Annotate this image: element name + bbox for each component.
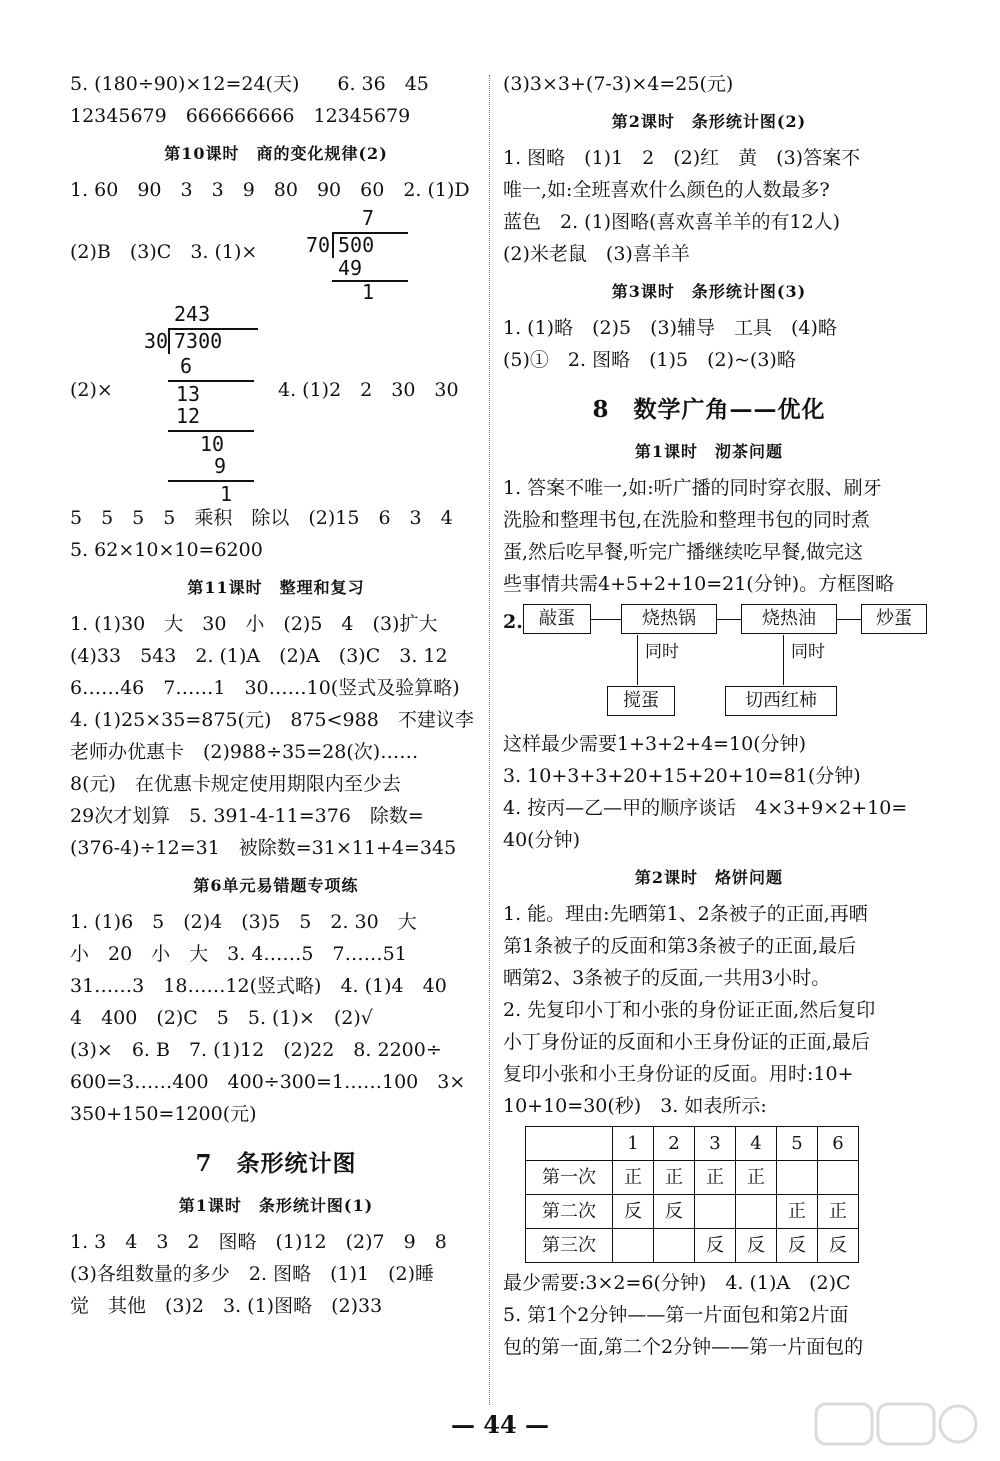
division-bracket <box>168 328 170 354</box>
table-cell: 反 <box>818 1229 859 1263</box>
flow-box-cut-tomato: 切西红柿 <box>725 686 837 716</box>
table-cell: 1 <box>613 1127 654 1161</box>
watermark-logo-icon <box>812 1400 982 1456</box>
table-cell <box>695 1195 736 1229</box>
answer-line: 1. 60 90 3 3 9 80 90 60 2. (1)D <box>70 179 470 201</box>
answer-line: 2. 先复印小丁和小张的身份证正面,然后复印 <box>503 999 876 1021</box>
table-cell: 正 <box>736 1161 777 1195</box>
answer-line: 1. 能。理由:先晒第1、2条被子的正面,再晒 <box>503 903 868 925</box>
lesson-heading: 第1课时 沏茶问题 <box>634 442 784 461</box>
answer-line: 些事情共需4+5+2+10=21(分钟)。方框图略 <box>503 573 895 595</box>
answer-line: 包的第一面,第二个2分钟——第一片面包的 <box>503 1336 864 1358</box>
answer-line: (2)米老鼠 (3)喜羊羊 <box>503 243 690 265</box>
table-cell: 反 <box>654 1195 695 1229</box>
division-quotient: 7 <box>362 206 375 230</box>
answer-line: 1. (1)30 大 30 小 (2)5 4 (3)扩大 <box>70 613 438 635</box>
table-cell: 3 <box>695 1127 736 1161</box>
answer-line: 这样最少需要1+3+2+4=10(分钟) <box>503 733 807 755</box>
lesson-heading: 第6单元易错题专项练 <box>193 876 359 895</box>
lesson-heading: 第10课时 商的变化规律(2) <box>164 144 388 163</box>
division-bracket <box>332 232 334 258</box>
answer-line: (2)× <box>70 379 113 401</box>
answer-line: 4 400 (2)C 5 5. (1)× (2)√ <box>70 1007 373 1029</box>
division-product: 49 <box>338 256 363 280</box>
answer-line: (3)3×3+(7-3)×4=25(元) <box>503 73 734 95</box>
answer-line: 晒第2、3条被子的反面,一共用3小时。 <box>503 967 831 989</box>
table-cell: 反 <box>695 1229 736 1263</box>
answer-line: 小 20 小 大 3. 4……5 7……51 <box>70 943 407 965</box>
answer-line: 觉 其他 (3)2 3. (1)图略 (2)33 <box>70 1295 383 1317</box>
flowchart <box>503 602 915 722</box>
answer-line: 40(分钟) <box>503 829 581 851</box>
flow-arrow <box>717 619 741 620</box>
flow-box-crack-egg: 敲蛋 <box>523 604 591 634</box>
division-dividend: 500 <box>338 233 375 257</box>
division-step: 6 <box>180 354 193 378</box>
table-cell: 正 <box>818 1195 859 1229</box>
table-cell: 反 <box>613 1195 654 1229</box>
answer-line: 1. 3 4 3 2 图略 (1)12 (2)7 9 8 <box>70 1231 447 1253</box>
answer-line: 350+150=1200(元) <box>70 1103 257 1125</box>
answer-line: (3)各组数量的多少 2. 图略 (1)1 (2)睡 <box>70 1263 434 1285</box>
answer-line: 5. (180÷90)×12=24(天) 6. 36 45 <box>70 73 429 95</box>
flow-connector <box>783 635 784 685</box>
division-step: 10 <box>200 432 225 456</box>
answer-line: 复印小张和小王身份证的反面。用时:10+ <box>503 1063 854 1085</box>
column-divider <box>489 75 490 1405</box>
division-divisor: 70 <box>306 233 331 257</box>
answer-line: 老师办优惠卡 (2)988÷35=28(次)…… <box>70 741 419 763</box>
table-cell: 反 <box>777 1229 818 1263</box>
answer-line: 31……3 18……12(竖式略) 4. (1)4 40 <box>70 975 447 997</box>
division-step: 13 <box>176 382 201 406</box>
answer-line: 600=3……400 400÷300=1……100 3× <box>70 1071 466 1093</box>
table-cell: 正 <box>695 1161 736 1195</box>
long-division-1 <box>70 206 482 302</box>
answer-line: 5 5 5 5 乘积 除以 (2)15 6 3 4 <box>70 507 453 529</box>
table-cell: 正 <box>654 1161 695 1195</box>
answer-line: 唯一,如:全班喜欢什么颜色的人数最多? <box>503 179 830 201</box>
table-cell <box>526 1127 613 1161</box>
division-divisor: 30 <box>144 329 169 353</box>
answer-line: 第1条被子的反面和第3条被子的正面,最后 <box>503 935 857 957</box>
answer-line: (5)① 2. 图略 (1)5 (2)~(3)略 <box>503 349 796 371</box>
table-cell <box>818 1161 859 1195</box>
answer-line: 4. 按丙—乙—甲的顺序谈话 4×3+9×2+10= <box>503 797 908 819</box>
answer-line: 12345679 666666666 12345679 <box>70 105 411 127</box>
lesson-heading: 第1课时 条形统计图(1) <box>178 1196 374 1215</box>
division-step: 12 <box>176 404 201 428</box>
flow-box-heat-pan: 烧热锅 <box>621 604 717 634</box>
table-cell: 2 <box>654 1127 695 1161</box>
table-row <box>526 1161 859 1195</box>
answer-line: 1. (1)略 (2)5 (3)辅导 工具 (4)略 <box>503 317 837 339</box>
division-rule <box>168 480 254 482</box>
division-dividend: 7300 <box>174 329 223 353</box>
table-cell: 正 <box>777 1195 818 1229</box>
flow-connector <box>637 635 638 685</box>
table-cell: 4 <box>736 1127 777 1161</box>
division-quotient: 243 <box>174 302 211 326</box>
flow-label-same-time: 同时 <box>791 642 825 662</box>
flow-arrow <box>591 619 621 620</box>
table-cell: 第三次 <box>526 1229 613 1263</box>
answer-line: 5. 62×10×10=6200 <box>70 539 263 561</box>
flow-box-fry-egg: 炒蛋 <box>861 604 927 634</box>
division-step: 9 <box>214 454 227 478</box>
answer-line: 10+10=30(秒) 3. 如表所示: <box>503 1095 767 1117</box>
flow-arrow <box>837 619 861 620</box>
flow-label-same-time: 同时 <box>645 642 679 662</box>
long-division-2 <box>70 302 482 506</box>
lesson-heading: 第2课时 条形统计图(2) <box>611 112 807 131</box>
table-cell <box>736 1195 777 1229</box>
lesson-heading: 第11课时 整理和复习 <box>187 578 365 597</box>
table-cell: 第二次 <box>526 1195 613 1229</box>
flow-box-beat-egg: 搅蛋 <box>607 686 675 716</box>
table-cell: 5 <box>777 1127 818 1161</box>
table-cell: 第一次 <box>526 1161 613 1195</box>
left-column <box>70 68 482 1322</box>
table-cell <box>613 1229 654 1263</box>
answer-line: 1. 答案不唯一,如:听广播的同时穿衣服、刷牙 <box>503 477 882 499</box>
answer-line: 最少需要:3×2=6(分钟) 4. (1)A (2)C <box>503 1272 851 1294</box>
table-cell: 正 <box>613 1161 654 1195</box>
answer-line: 小丁身份证的反面和小王身份证的正面,最后 <box>503 1031 871 1053</box>
table-cell: 6 <box>818 1127 859 1161</box>
answer-line: 3. 10+3+3+20+15+20+10=81(分钟) <box>503 765 861 787</box>
answer-line: 6……46 7……1 30……10(竖式及验算略) <box>70 677 460 699</box>
unit-heading: 7 条形统计图 <box>195 1150 357 1177</box>
answer-line: 洗脸和整理书包,在洗脸和整理书包的同时煮 <box>503 509 871 531</box>
answer-line: 1. (1)6 5 (2)4 (3)5 5 2. 30 大 <box>70 911 417 933</box>
division-remainder: 1 <box>362 280 375 304</box>
flowchart-number: 2. <box>503 611 523 633</box>
answer-line: 8(元) 在优惠卡规定使用期限内至少去 <box>70 773 401 795</box>
answer-line: 4. (1)25×35=875(元) 875<988 不建议李 <box>70 709 474 731</box>
table-cell <box>654 1229 695 1263</box>
table-row <box>526 1229 859 1263</box>
flow-box-heat-oil: 烧热油 <box>741 604 837 634</box>
answer-line: (2)B (3)C 3. (1)× <box>70 241 258 263</box>
answer-line: 4. (1)2 2 30 30 <box>278 379 459 401</box>
copy-schedule-table <box>525 1126 859 1263</box>
table-cell <box>777 1161 818 1195</box>
table-cell: 反 <box>736 1229 777 1263</box>
answer-line: 蛋,然后吃早餐,听完广播继续吃早餐,做完这 <box>503 541 864 563</box>
right-column <box>503 68 915 1363</box>
answer-line: 蓝色 2. (1)图略(喜欢喜羊羊的有12人) <box>503 211 841 233</box>
table-row <box>526 1195 859 1229</box>
answer-line: 1. 图略 (1)1 2 (2)红 黄 (3)答案不 <box>503 147 861 169</box>
answer-line: 29次才划算 5. 391-4-11=376 除数= <box>70 805 424 827</box>
answer-line: 5. 第1个2分钟——第一片面包和第2片面 <box>503 1304 849 1326</box>
table-header-row <box>526 1127 859 1161</box>
page-number: — 44 — <box>450 1410 550 1439</box>
division-remainder: 1 <box>220 482 233 506</box>
lesson-heading: 第2课时 烙饼问题 <box>634 868 784 887</box>
answer-line: (3)× 6. B 7. (1)12 (2)22 8. 2200÷ <box>70 1039 442 1061</box>
unit-heading: 8 数学广角——优化 <box>592 396 826 423</box>
answer-line: (4)33 543 2. (1)A (2)A (3)C 3. 12 <box>70 645 448 667</box>
answer-line: (376-4)÷12=31 被除数=31×11+4=345 <box>70 837 457 859</box>
lesson-heading: 第3课时 条形统计图(3) <box>611 282 807 301</box>
